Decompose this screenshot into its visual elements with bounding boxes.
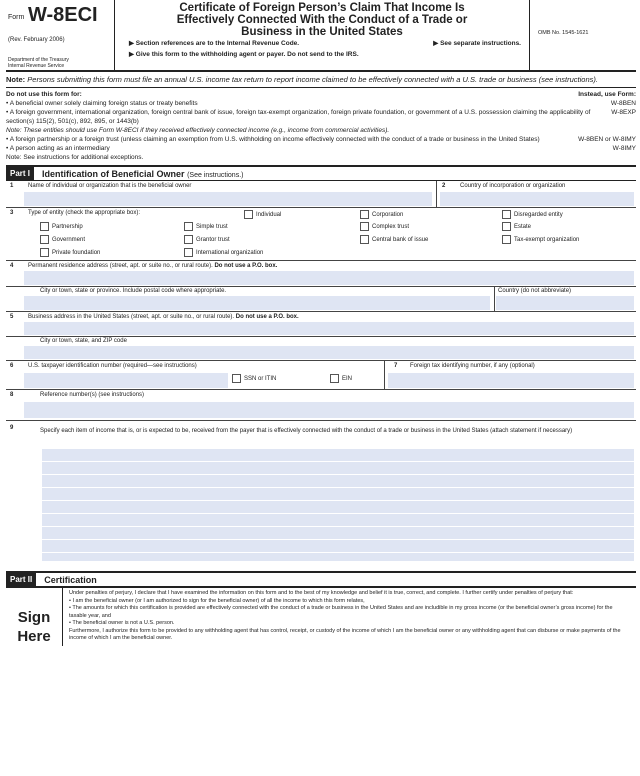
certification-bullet: • The beneficial owner is not a U.S. person. [69, 620, 175, 626]
line-5-bold: Do not use a P.O. box. [235, 314, 299, 320]
checkbox[interactable] [502, 210, 511, 219]
entity-central-bank-checkbox[interactable] [360, 235, 428, 244]
checkbox[interactable] [184, 235, 193, 244]
dnu-heading: Do not use this form for: [6, 91, 82, 98]
line-8-label: Reference number(s) (see instructions) [40, 392, 145, 398]
part2-header [6, 571, 636, 587]
entity-international-org-checkbox[interactable] [184, 248, 263, 257]
dnu-heading-row [6, 90, 636, 99]
dnu-row [6, 126, 636, 135]
line-6-7 [6, 361, 636, 390]
line-9 [6, 421, 636, 561]
income-items-field[interactable] [42, 449, 634, 561]
line-number: 6 [10, 363, 14, 369]
divider [6, 336, 636, 337]
line-number: 3 [10, 210, 14, 216]
top-note [6, 72, 636, 88]
dnu-row-form: W-8BEN [610, 100, 636, 107]
form-title-block [115, 0, 530, 70]
entity-corporation-checkbox[interactable] [360, 210, 403, 219]
certification-bullet: • I am the beneficial owner (or I am authorized to sign for the beneficial owner) of all the income to which this form relates, [69, 597, 365, 604]
form-title [115, 2, 529, 38]
sign-word: Sign [17, 609, 51, 626]
dnu-row [6, 108, 636, 126]
certification-section [6, 587, 636, 646]
line-4-bold: Do not use a P.O. box. [214, 263, 278, 269]
entity-estate-checkbox[interactable] [502, 222, 531, 231]
dnu-row-text: Note: These entities should use Form W-8ECI if they received effectively connected income (e.g., income from commercial activities). [6, 127, 390, 134]
line-4b-label: City or town, state or province. Include postal code where appropriate. [40, 288, 227, 294]
department [8, 57, 69, 69]
checkbox[interactable] [360, 235, 369, 244]
line-number: 1 [10, 183, 14, 189]
dnu-row-text: • A beneficial owner solely claiming foreign status or treaty benefits [6, 100, 198, 107]
section-ref-row [115, 38, 529, 49]
ein-label: EIN [342, 376, 353, 383]
line-6-label: U.S. taxpayer identification number (required—see instructions) [28, 363, 197, 369]
part1-title [34, 169, 243, 179]
us-tin-field[interactable] [24, 373, 228, 388]
entity-label: Disregarded entity [514, 212, 563, 219]
divider [384, 361, 385, 389]
entity-label: International organization [196, 250, 264, 257]
reference-number-field[interactable] [24, 402, 634, 418]
checkbox[interactable] [502, 222, 511, 231]
line-5b-label: City or town, state, and ZIP code [40, 338, 127, 344]
checkbox[interactable] [184, 222, 193, 231]
entity-label: Government [52, 237, 86, 244]
part1-title-text: Identification of Beneficial Owner [42, 168, 185, 179]
line-4-text: Permanent residence address (street, apt. or suite no., or rural route). [28, 263, 213, 269]
line-9-label: Specify each item of income that is, or is expected to be, received from the payer that is effectively connected with the conduct of a trade or business in the United States (attach statement if necessary) [40, 428, 573, 434]
dnu-row [6, 135, 636, 144]
title-line-3: Business in the United States [241, 26, 403, 38]
do-not-use-section [6, 90, 636, 162]
divider [494, 286, 495, 311]
entity-label: Corporation [372, 212, 404, 219]
form-id-block [6, 0, 115, 70]
entity-partnership-checkbox[interactable] [40, 222, 83, 231]
entity-disregarded-checkbox[interactable] [502, 210, 563, 219]
line-1-label: Name of individual or organization that is the beneficial owner [28, 183, 192, 189]
line-7-label: Foreign tax identifying number, if any (optional) [410, 363, 535, 369]
ssn-label: SSN or ITIN [244, 376, 277, 383]
dnu-row-form: W-8EXP [611, 109, 636, 116]
entity-label: Individual [256, 212, 282, 219]
title-line-1: Certificate of Foreign Person’s Claim That Income Is [179, 2, 465, 14]
checkbox[interactable] [360, 222, 369, 231]
entity-label: Simple trust [196, 224, 228, 231]
entity-tax-exempt-checkbox[interactable] [502, 235, 579, 244]
line-number: 4 [10, 263, 14, 269]
checkbox[interactable] [244, 210, 253, 219]
checkbox[interactable] [232, 374, 241, 383]
section-ref: ▶ Section references are to the Internal Revenue Code. [129, 40, 300, 47]
line-number: 7 [394, 363, 398, 369]
divider [6, 286, 636, 287]
revision-date: (Rev. February 2006) [8, 37, 65, 43]
dnu-row-form: W-8IMY [612, 145, 636, 152]
department-name: Department of the Treasury [8, 57, 69, 63]
country-of-incorporation-field[interactable] [440, 192, 634, 206]
dnu-row [6, 144, 636, 153]
part1-header [6, 165, 636, 181]
note-label: Note: [6, 75, 26, 84]
ein-checkbox[interactable] [330, 374, 352, 383]
irs-name: Internal Revenue Service [8, 63, 65, 69]
perjury-intro: Under penalties of perjury, I declare that I have examined the information on this form and to the best of my knowledge and belief it is true, correct, and complete. I further certify under penalties of perjury that: [69, 590, 574, 596]
line-number: 2 [442, 183, 446, 189]
entity-grantor-trust-checkbox[interactable] [184, 235, 230, 244]
entity-government-checkbox[interactable] [40, 235, 85, 244]
entity-label: Private foundation [52, 250, 101, 257]
dnu-row-form: W-8BEN or W-8IMY [578, 136, 636, 143]
part2-title: Certification [44, 574, 97, 585]
line-number: 9 [10, 425, 14, 431]
form-page [6, 0, 636, 776]
dnu-row [6, 153, 636, 162]
entity-label: Grantor trust [196, 237, 230, 244]
title-line-2: Effectively Connected With the Conduct of a Trade or [176, 14, 468, 26]
entity-label: Central bank of issue [372, 237, 429, 244]
form-header [6, 0, 636, 72]
give-form-instruction: ▶ Give this form to the withholding agent or payer. Do not send to the IRS. [129, 51, 359, 58]
part1-title-note: (See instructions.) [187, 171, 244, 179]
line-5-label [28, 314, 299, 320]
checkbox[interactable] [360, 210, 369, 219]
us-city-zip-field[interactable] [24, 346, 634, 359]
line-5 [6, 312, 636, 361]
foreign-tin-field[interactable] [388, 373, 634, 388]
line-1-2 [6, 181, 636, 208]
see-separate: ▶ See separate instructions. [433, 40, 521, 47]
line-5-text: Business address in the United States (street, apt. or suite no., or rural route). [28, 314, 235, 320]
line-number: 5 [10, 314, 14, 320]
line-4 [6, 261, 636, 312]
line-4-label [28, 263, 277, 269]
furthermore-text: Furthermore, I authorize this form to be provided to any withholding agent that has control, receipt, or custody of the income of which I am the beneficial owner or any withholding agent that can disburse or make payments of the income of which I am the beneficial owner. [69, 627, 621, 641]
permanent-address-field[interactable] [24, 271, 634, 285]
city-state-field[interactable] [24, 296, 490, 310]
divider [436, 181, 437, 207]
beneficial-owner-name-field[interactable] [24, 192, 432, 206]
dnu-row-text: Note: See instructions for additional exceptions. [6, 154, 144, 161]
country-field[interactable] [496, 296, 634, 310]
omb-number: OMB No. 1545-1621 [538, 30, 589, 36]
entity-label: Tax-exempt organization [514, 237, 580, 244]
checkbox[interactable] [40, 235, 49, 244]
line-4c-label: Country (do not abbreviate) [498, 288, 572, 294]
checkbox[interactable] [184, 248, 193, 257]
dnu-row [6, 99, 636, 108]
certification-bullet: • The amounts for which this certification is provided are effectively connected with the conduct of a trade or business in the United States and are includible in my gross income (or the beneficial owner’s gross income) for the taxable year, and [69, 605, 613, 619]
entity-label: Complex trust [372, 224, 410, 231]
dnu-row-text: • A foreign government, international organization, foreign central bank of issue, foreign tax-exempt organization, foreign private foundation, or government of a U.S. possession claiming the applicability of section(s) 115(2), 501(c), 892, 895, or 1443(b) [6, 109, 591, 125]
checkbox[interactable] [502, 235, 511, 244]
entity-private-foundation-checkbox[interactable] [40, 248, 100, 257]
form-number: W-8ECI [28, 4, 98, 26]
ssn-itin-checkbox[interactable] [232, 374, 276, 383]
sign-here-label [6, 588, 63, 646]
line-number: 8 [10, 392, 14, 398]
entity-complex-trust-checkbox[interactable] [360, 222, 409, 231]
entity-label: Partnership [52, 224, 83, 231]
line-8 [6, 390, 636, 421]
form-word: Form [8, 14, 25, 21]
here-word: Here [17, 628, 51, 645]
checkbox[interactable] [330, 374, 339, 383]
line-3 [6, 208, 636, 261]
entity-label: Estate [514, 224, 532, 231]
part1-tag: Part I [6, 167, 34, 180]
part2-tag: Part II [6, 573, 36, 586]
line-2-label: Country of incorporation or organization [460, 183, 566, 189]
dnu-row-text: • A foreign partnership or a foreign trust (unless claiming an exemption from U.S. withholding on income effectively connected with the conduct of a trade or business in the United States) [6, 136, 540, 143]
us-business-address-field[interactable] [24, 322, 634, 335]
note-text: Persons submitting this form must file an annual U.S. income tax return to report income claimed to be effectively connected with a U.S. trade or business (see instructions). [27, 75, 598, 84]
line-3-label: Type of entity (check the appropriate box): [28, 210, 141, 216]
entity-simple-trust-checkbox[interactable] [184, 222, 228, 231]
instead-heading: Instead, use Form: [578, 91, 636, 98]
perjury-statement [63, 588, 636, 646]
entity-individual-checkbox[interactable] [244, 210, 281, 219]
checkbox[interactable] [40, 248, 49, 257]
checkbox[interactable] [40, 222, 49, 231]
dnu-row-text: • A person acting as an intermediary [6, 145, 110, 152]
